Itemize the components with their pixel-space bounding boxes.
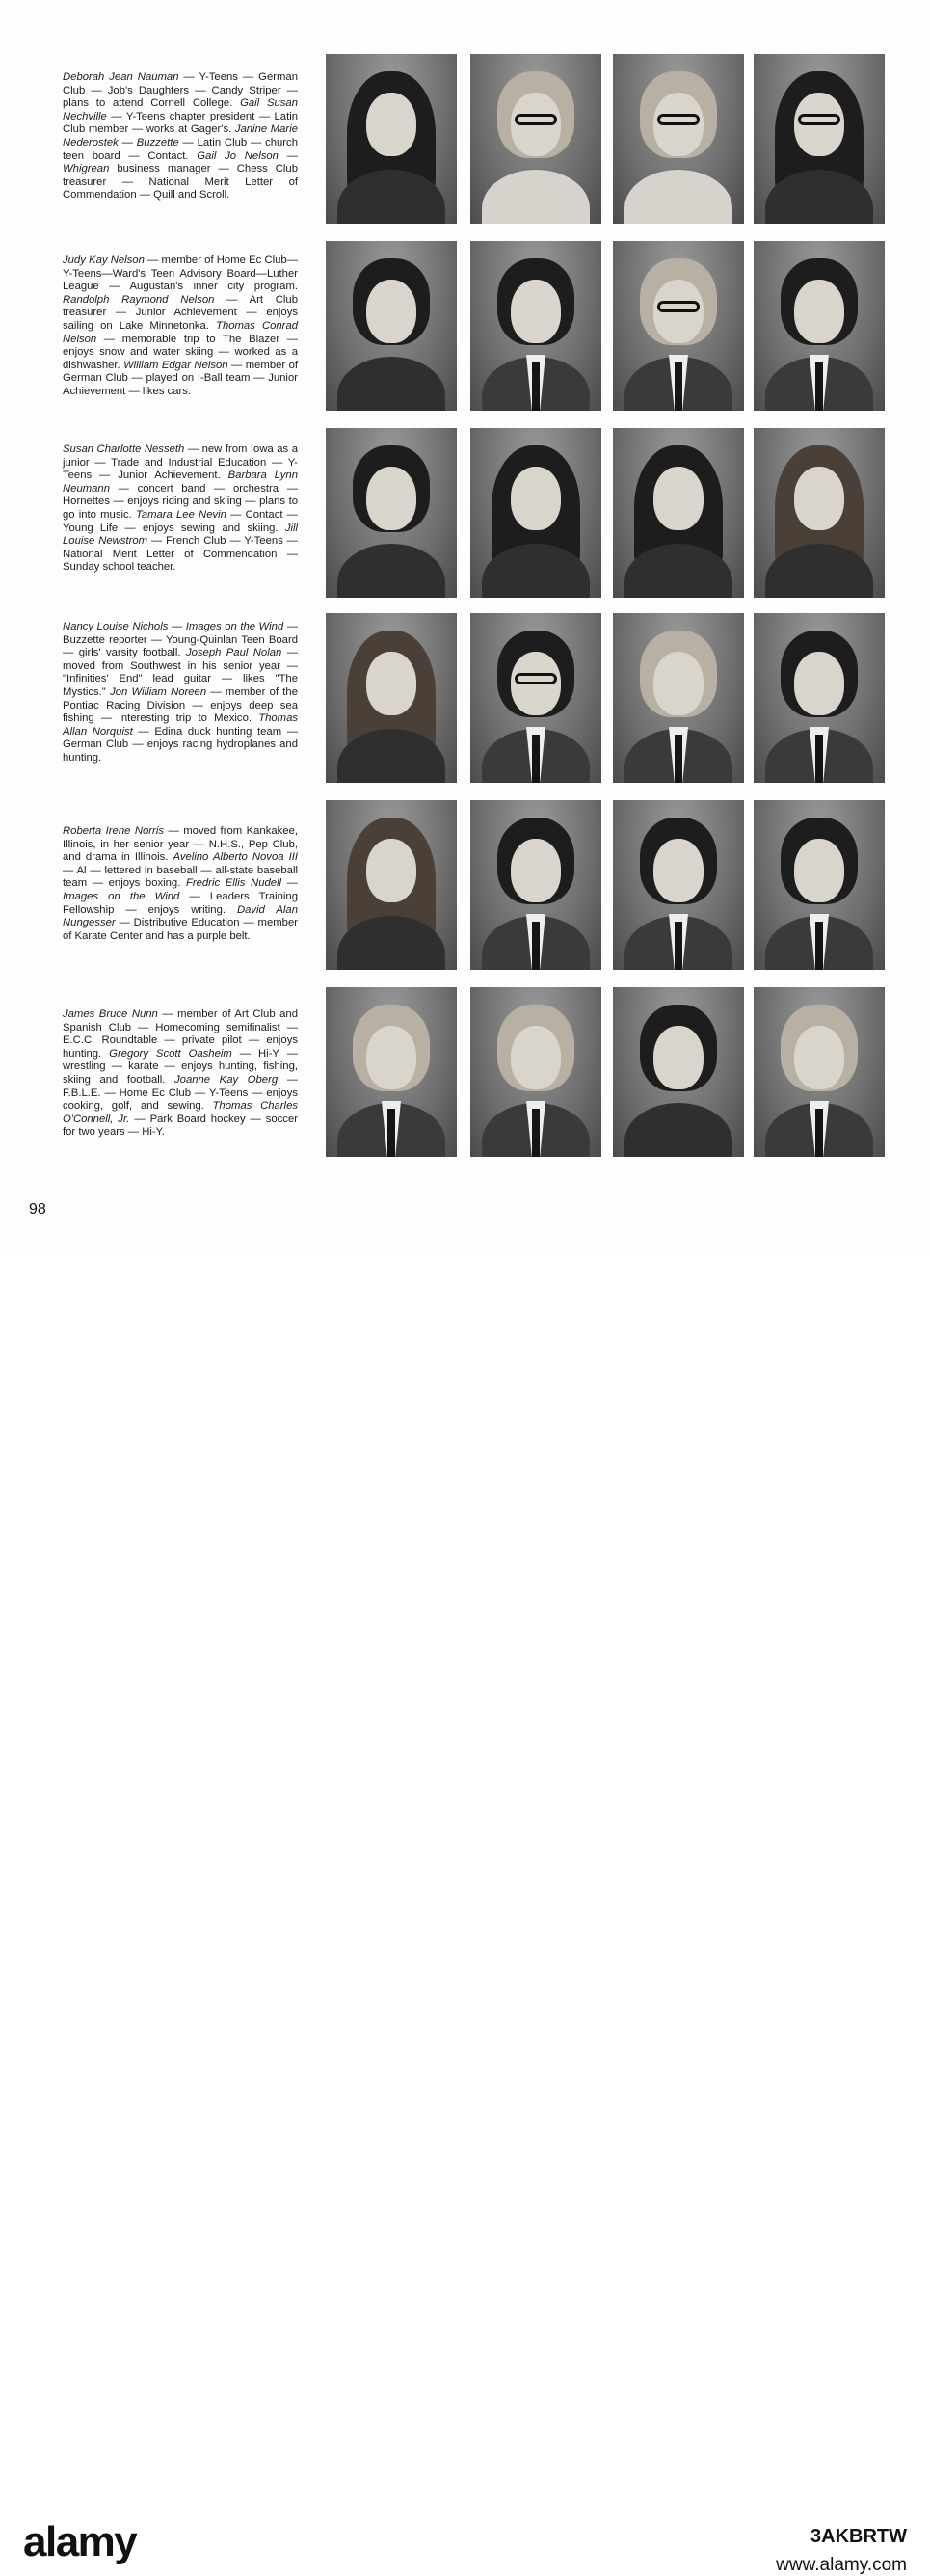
student-activities: — Hi-Y — wrestling — karate — enjoys hunting, fishing, skiing and football. bbox=[63, 1047, 298, 1086]
student-portrait bbox=[470, 613, 601, 783]
student-activities: — Art Club treasurer — Junior Achievement — enjoys sailing on Lake Minnetonka. bbox=[63, 293, 298, 332]
student-portrait bbox=[470, 54, 601, 224]
student-portrait bbox=[754, 241, 885, 411]
student-activities: — F.B.L.E. — Home Ec Club — Y-Teens — enjoys cooking, golf, and sewing. bbox=[63, 1073, 298, 1113]
student-portrait bbox=[613, 987, 744, 1157]
alamy-logo: alamy bbox=[23, 2518, 137, 2565]
student-activities: — memorable trip to The Blazer — enjoys snow and water skiing — worked as a dishwasher. bbox=[63, 333, 298, 371]
student-name: Thomas Charles O'Connell, Jr. bbox=[63, 1100, 299, 1125]
student-portrait bbox=[754, 54, 885, 224]
student-activities: — Latin Club — church teen board — Contact. bbox=[63, 136, 298, 162]
student-portrait bbox=[326, 800, 457, 970]
watermark-banner bbox=[0, 1253, 930, 2575]
student-name: Thomas Allan Norquist bbox=[63, 712, 298, 738]
student-name: Roberta Irene Norris bbox=[63, 825, 164, 837]
student-activities: — concert band — orchestra — Hornettes — enjoys riding and skiing — plans to go into music. bbox=[63, 482, 298, 521]
student-portrait bbox=[470, 800, 601, 970]
student-activities: — moved from Kankakee, Illinois, in her senior year — N.H.S., Pep Club, and drama in Illinois. bbox=[63, 825, 298, 864]
student-activities: — Contact — Young Life — enjoys sewing and skiing. bbox=[63, 508, 298, 534]
student-name: Gail Jo Nelson — Whigrean bbox=[63, 149, 298, 175]
student-activities: — Distributive Education — member of Karate Center and has a purple belt. bbox=[63, 917, 298, 942]
student-portrait bbox=[470, 428, 601, 598]
student-name: Susan Charlotte Nesseth bbox=[63, 443, 185, 455]
student-name: Joseph Paul Nolan bbox=[185, 647, 282, 659]
student-name: Jill Louise Newstrom bbox=[63, 522, 298, 548]
student-portrait bbox=[613, 800, 744, 970]
student-portrait bbox=[326, 613, 457, 783]
student-activities: — Al — lettered in baseball — all-state baseball team — enjoys boxing. bbox=[63, 864, 298, 890]
caption-block-5 bbox=[63, 825, 298, 943]
student-portrait bbox=[613, 428, 744, 598]
student-portrait bbox=[754, 428, 885, 598]
student-name: David Alan Nungesser bbox=[63, 903, 298, 929]
caption-block-2 bbox=[63, 255, 298, 399]
caption-block-1 bbox=[63, 71, 298, 202]
student-portrait bbox=[754, 613, 885, 783]
student-portrait bbox=[326, 428, 457, 598]
student-name: Deborah Jean Nauman bbox=[63, 71, 179, 83]
student-activities: — Park Board hockey — soccer for two years — Hi-Y. bbox=[63, 1113, 298, 1139]
student-portrait bbox=[326, 241, 457, 411]
student-name: Randolph Raymond Nelson bbox=[63, 293, 215, 306]
student-portrait bbox=[613, 613, 744, 783]
student-activities: — Buzzette reporter — Young-Quinlan Teen Board — girls' varsity football. bbox=[63, 621, 298, 659]
student-portrait bbox=[613, 54, 744, 224]
student-name: Gregory Scott Oasheim bbox=[109, 1047, 232, 1060]
student-activities: — member of Art Club and Spanish Club — Homecoming semifinalist — E.C.C. Roundtable — private pilot — enjoys hunting. bbox=[63, 1008, 298, 1060]
stock-image-id: 3AKBRTW bbox=[810, 2526, 907, 2547]
student-activities: — Leaders Training Fellowship — enjoys writing. bbox=[63, 890, 299, 916]
student-name: Jon William Noreen bbox=[110, 685, 207, 698]
student-portrait bbox=[613, 241, 744, 411]
student-activities: — French Club — Y-Teens — National Merit Letter of Commendation — Sunday school teacher. bbox=[63, 535, 298, 574]
student-portrait bbox=[326, 54, 457, 224]
stock-url: www.alamy.com bbox=[776, 2555, 907, 2575]
student-name: Judy Kay Nelson bbox=[63, 255, 145, 266]
student-name: Barbara Lynn Neumann bbox=[63, 470, 299, 495]
student-activities: — Y-Teens chapter president — Latin Club member — works at Gager's. bbox=[63, 110, 298, 136]
student-activities: — Edina duck hunting team — German Club — enjoys racing hydroplanes and hunting. bbox=[63, 725, 299, 764]
student-name: Thomas Conrad Nelson bbox=[63, 319, 299, 345]
student-activities: — Y-Teens — German Club — Job's Daughters — Candy Striper — plans to attend Cornell College. bbox=[63, 71, 298, 110]
student-activities: — member of German Club — played on I-Ball team — Junior Achievement — likes cars. bbox=[63, 359, 298, 397]
student-activities: — moved from Southwest in his senior year — "Infinities' End" lead guitar — likes "The Mystics." bbox=[63, 647, 298, 698]
page-number: 98 bbox=[29, 1201, 46, 1218]
student-portrait bbox=[754, 800, 885, 970]
student-portrait bbox=[754, 987, 885, 1157]
student-name: James Bruce Nunn bbox=[63, 1008, 158, 1020]
student-portrait bbox=[470, 987, 601, 1157]
student-name: Joanne Kay Oberg bbox=[174, 1073, 279, 1086]
student-portrait bbox=[470, 241, 601, 411]
student-activities: — member of Home Ec Club—Y-Teens—Ward's Teen Advisory Board—Luther League — Augustan's inner city program. bbox=[63, 255, 298, 293]
student-activities: business manager — Chess Club treasurer — National Merit Letter of Commendation — Quill and Scroll. bbox=[63, 163, 298, 201]
student-name: Tamara Lee Nevin bbox=[135, 508, 226, 521]
student-name: William Edgar Nelson bbox=[123, 359, 228, 371]
student-name: Gail Susan Nechville bbox=[63, 97, 298, 122]
student-name: Janine Marie Nederostek — Buzzette bbox=[63, 123, 298, 148]
caption-block-6 bbox=[63, 1008, 298, 1140]
yearbook-page bbox=[0, 0, 930, 1253]
student-name: Nancy Louise Nichols — Images on the Wind bbox=[63, 621, 284, 632]
student-name: Fredric Ellis Nudell — Images on the Wind bbox=[63, 877, 298, 902]
student-activities: — new from Iowa as a junior — Trade and Industrial Education — Y-Teens — Junior Achievement. bbox=[63, 443, 298, 482]
student-portrait bbox=[326, 987, 457, 1157]
caption-block-4 bbox=[63, 621, 298, 765]
student-activities: — member of the Pontiac Racing Division — enjoys deep sea fishing — interesting trip to Mexico. bbox=[63, 685, 298, 725]
caption-block-3 bbox=[63, 443, 298, 575]
student-name: Avelino Alberto Novoa III bbox=[173, 851, 298, 864]
